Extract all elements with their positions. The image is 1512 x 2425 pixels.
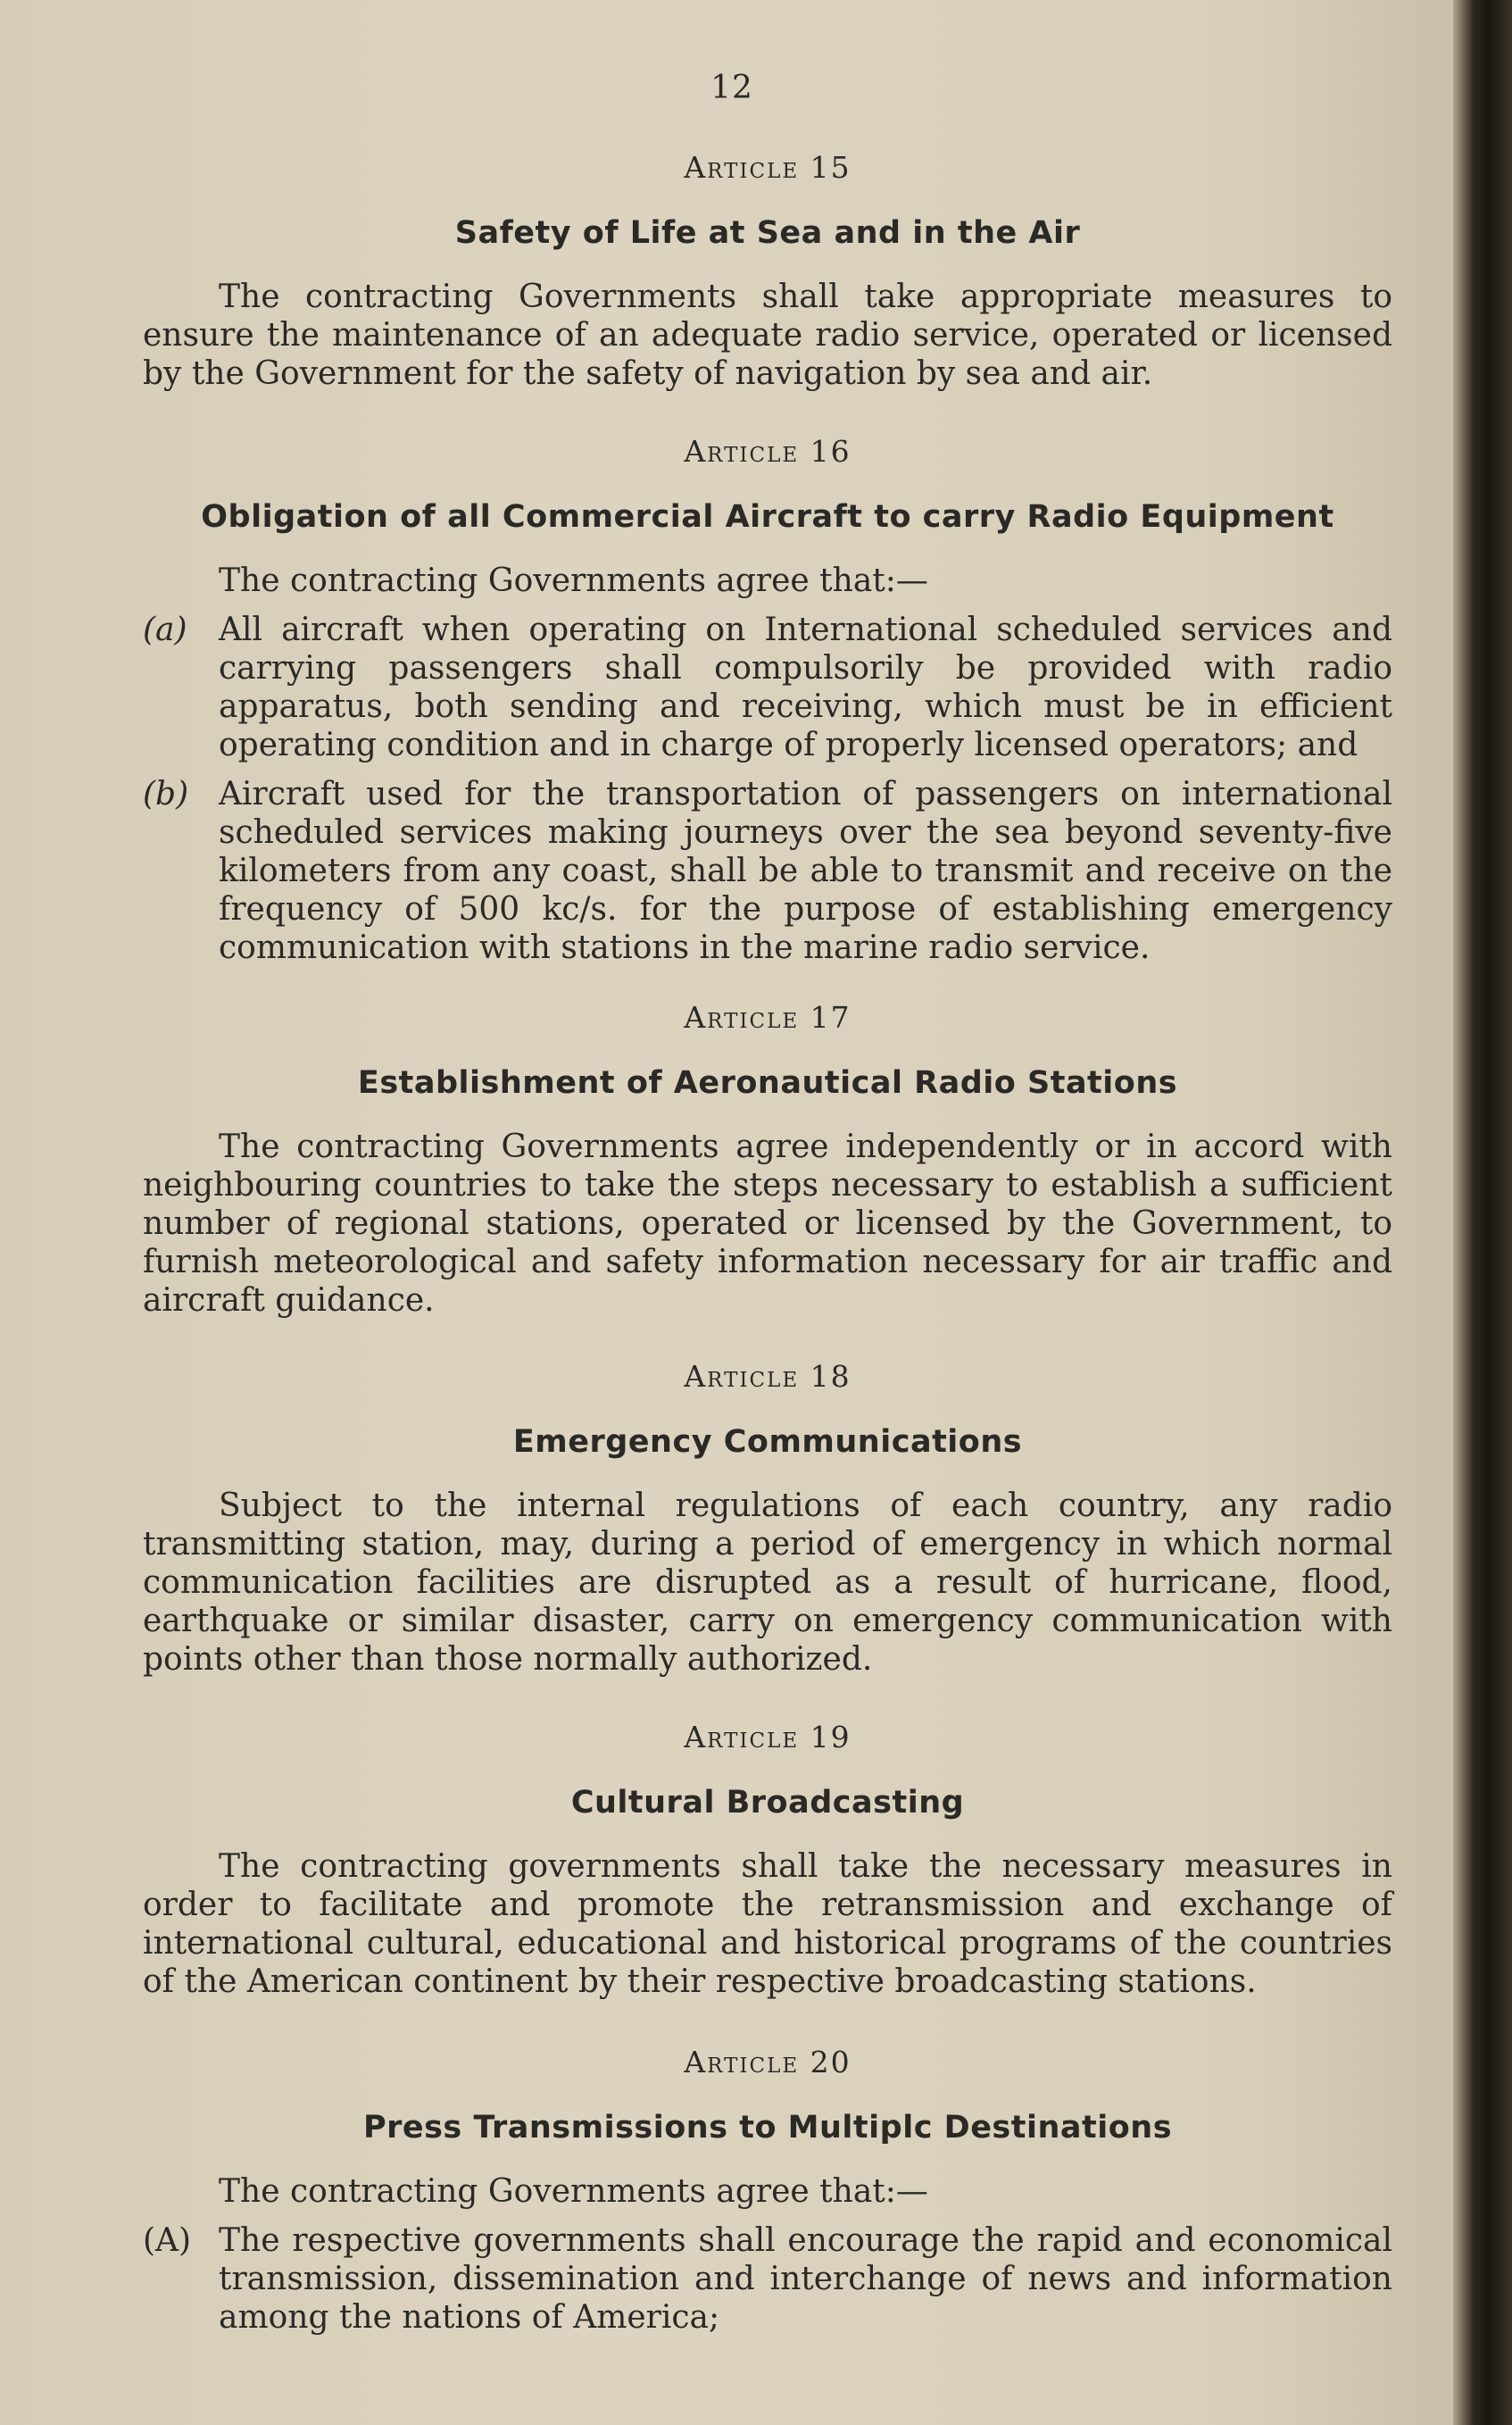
list-item: [143, 611, 1392, 764]
article-title: Emergency Communications: [512, 1424, 1023, 1460]
item-marker: (b): [143, 776, 189, 812]
article-paragraph: The contracting Governments shall take appropriate measures to ensure the maintenance of an adequate radio service, operated or licensed by the Government for the safety of navigation by sea and air.: [143, 279, 1392, 392]
page-number: 12: [710, 70, 753, 106]
article-20: [143, 2045, 1392, 2337]
article-intro: The contracting Governments agree that:—: [219, 2173, 928, 2210]
article-title: Obligation of all Commercial Aircraft to carry Radio Equipment: [201, 499, 1334, 535]
article-title: Press Transmissions to Multiplc Destinations: [362, 2110, 1173, 2146]
article-heading: Article 15: [684, 150, 852, 185]
article-heading: Article 18: [684, 1359, 852, 1394]
article-19: [143, 1720, 1392, 2001]
article-paragraph: The contracting governments shall take the necessary measures in order to facilitate and promote the retransmission and exchange of international cultural, educational and historical programs of the countries of the American continent by their respective broadcasting stations.: [143, 1848, 1392, 2000]
article-title: Cultural Broadcasting: [570, 1785, 965, 1821]
article-title: Safety of Life at Sea and in the Air: [454, 215, 1081, 251]
article-title: Establishment of Aeronautical Radio Stations: [357, 1065, 1178, 1101]
article-paragraph: Subject to the internal regulations of each country, any radio transmitting station, may, during a period of emergency in which normal communication facilities are disrupted as a result of hurricane, flood, earthquake or similar disaster, carry on emergency communication with points other than those normally authorized.: [143, 1488, 1392, 1678]
item-marker: (A): [143, 2222, 192, 2259]
article-15: [143, 150, 1392, 393]
article-intro: The contracting Governments agree that:—: [219, 562, 928, 599]
item-text: All aircraft when operating on International scheduled services and carrying passengers shall compulsorily be provided with radio apparatus, both sending and receiving, which must be in efficient operating condition and in charge of properly licensed operators; and: [219, 612, 1392, 763]
list-item: [143, 775, 1392, 967]
list-item: [143, 2221, 1392, 2337]
article-18: [143, 1359, 1392, 1679]
article-heading: Article 16: [684, 434, 852, 469]
article-heading: Article 20: [684, 2045, 852, 2079]
article-17: [143, 1000, 1392, 1320]
item-text: Aircraft used for the transportation of passengers on international scheduled services making journeys over the sea beyond seventy-five kilometers from any coast, shall be able to transmit and receive on the frequency of 500 kc/s. for the purpose of establishing emergency communication with stations in the marine radio service.: [219, 776, 1392, 966]
article-paragraph: The contracting Governments agree independently or in accord with neighbouring countries to take the steps necessary to establish a sufficient number of regional stations, operated or licensed by the Government, to furnish meteorological and safety information necessary for air traffic and aircraft guidance.: [143, 1129, 1392, 1319]
article-16: [143, 434, 1392, 967]
article-heading: Article 17: [684, 1000, 852, 1035]
article-heading: Article 19: [684, 1720, 852, 1754]
item-marker: (a): [143, 612, 187, 648]
item-text: The respective governments shall encourage the rapid and economical transmission, dissemination and interchange of news and information among the nations of America;: [219, 2222, 1392, 2336]
book-spine: [1453, 0, 1512, 2425]
